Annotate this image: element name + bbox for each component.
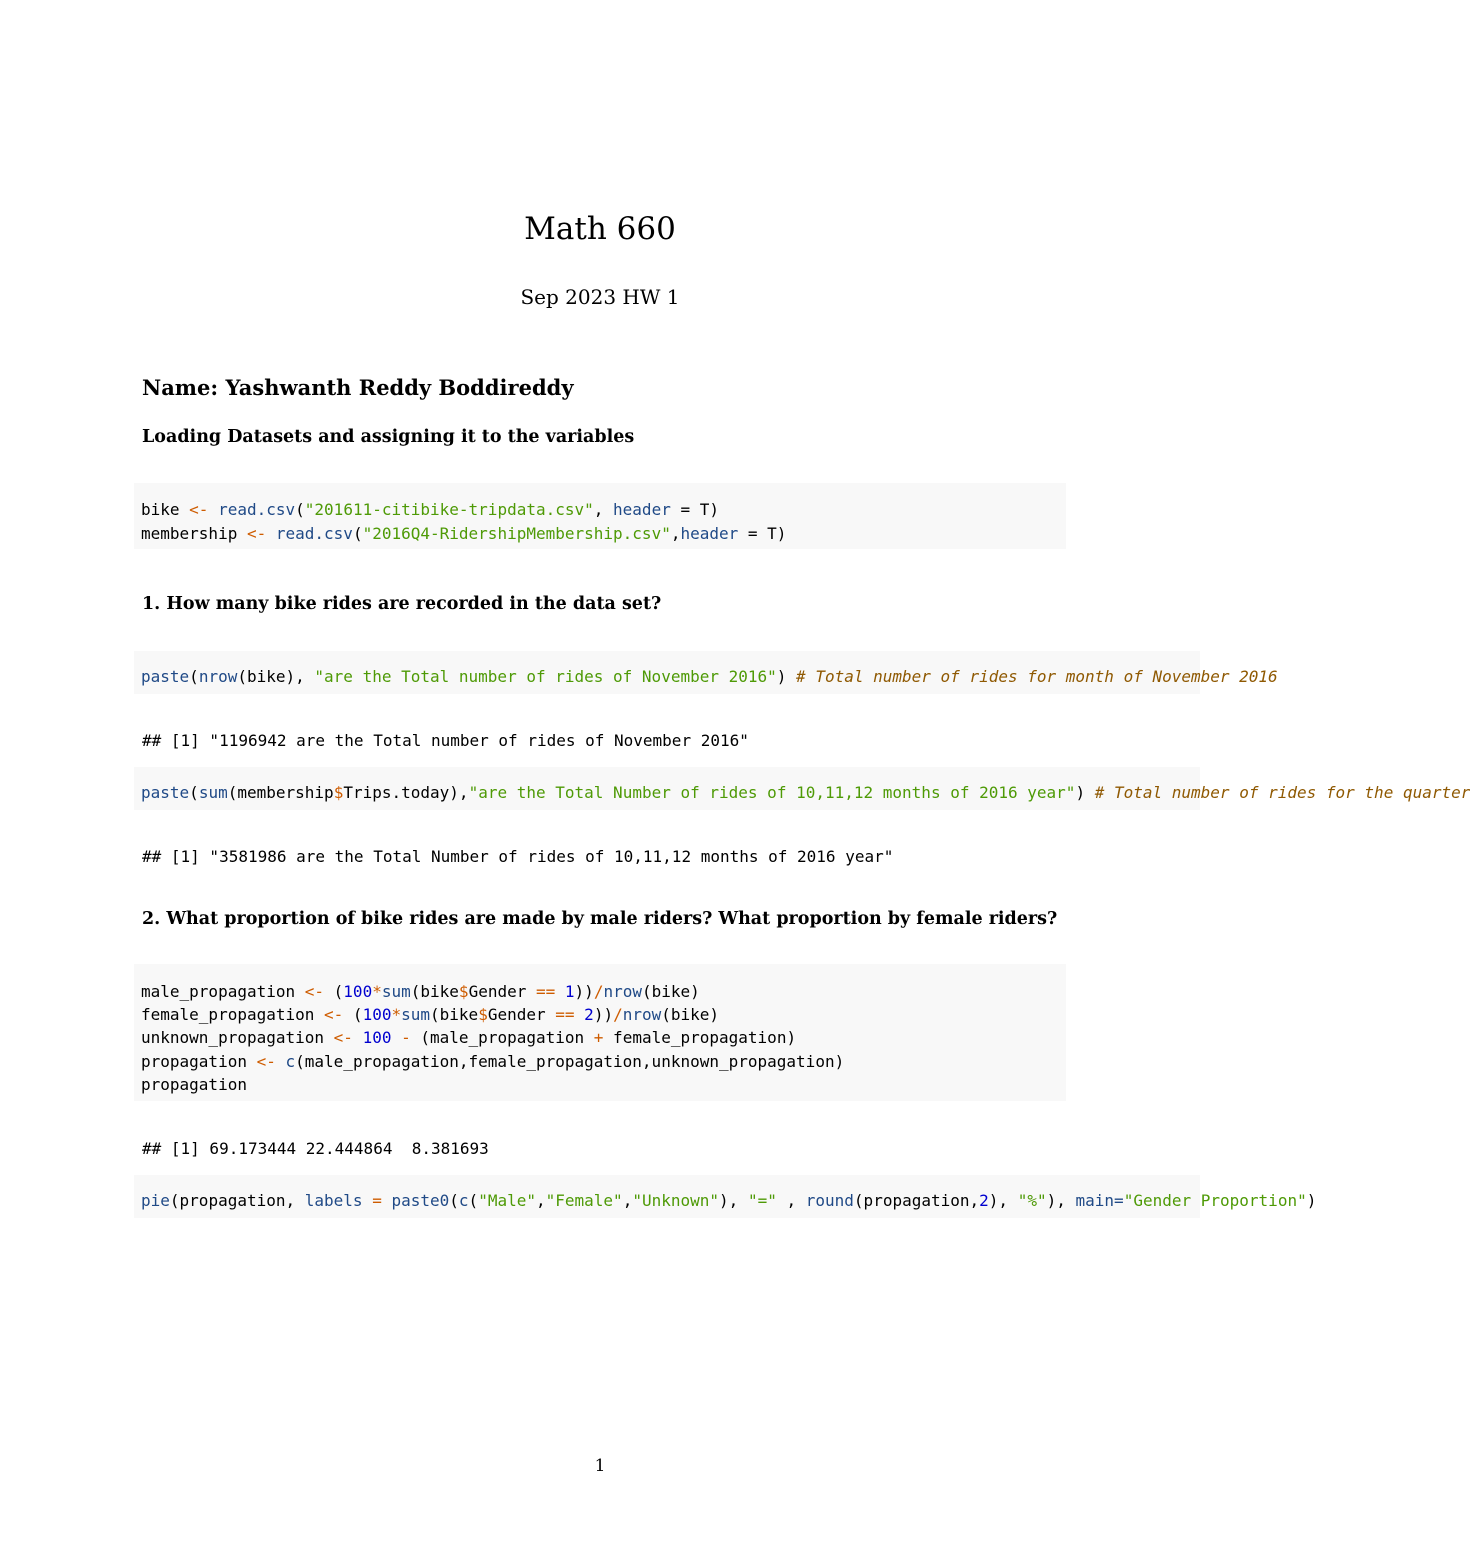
code-line-propagation-vector: propagation <- c(male_propagation,female_propagation,unknown_propagation)	[141, 1052, 845, 1071]
code-chunk-load-data	[134, 483, 1066, 549]
loading-heading: Loading Datasets and assigning it to the variables	[142, 427, 635, 447]
question-2-heading: 2. What proportion of bike rides are made by male riders? What proportion by female riders?	[142, 909, 1058, 929]
question-1-heading: 1. How many bike rides are recorded in the data set?	[142, 594, 662, 614]
code-chunk-proportions	[134, 964, 1066, 1101]
code-line-membership: membership <- read.csv("2016Q4-RidershipMembership.csv",header = T)	[141, 524, 787, 543]
code-line-pie: pie(propagation, labels = paste0(c("Male","Female","Unknown"), "=" , round(propagation,2), "%"), main="Gender Proportion")	[141, 1191, 1317, 1210]
code-line-bike: bike <- read.csv("201611-citibike-tripdata.csv", header = T)	[141, 500, 719, 519]
code-line-paste-nrow: paste(nrow(bike), "are the Total number of rides of November 2016") # Total number of rides for month of November 2016	[141, 667, 1278, 686]
code-line-unknown: unknown_propagation <- 100 - (male_propagation + female_propagation)	[141, 1028, 797, 1047]
code-chunk-total-rides	[134, 651, 1278, 694]
output-total-rides: ## [1] "1196942 are the Total number of rides of November 2016"	[142, 731, 749, 750]
code-chunk-quarter-rides	[134, 767, 1470, 810]
page-number: 1	[594, 1456, 606, 1476]
code-line-female: female_propagation <- (100*sum(bike$Gender == 2))/nrow(bike)	[141, 1005, 720, 1024]
output-proportions: ## [1] 69.173444 22.444864 8.381693	[142, 1139, 489, 1158]
code-chunk-pie	[134, 1175, 1317, 1218]
document-subtitle: Sep 2023 HW 1	[520, 285, 680, 309]
code-line-male: male_propagation <- (100*sum(bike$Gender == 1))/nrow(bike)	[141, 982, 700, 1001]
code-line-paste-sum: paste(sum(membership$Trips.today),"are the Total Number of rides of 10,11,12 months of 2016 year") # Total number of rides for the quarter	[141, 783, 1470, 802]
output-quarter-rides: ## [1] "3581986 are the Total Number of rides of 10,11,12 months of 2016 year"	[142, 847, 894, 866]
document-title: Math 660	[524, 211, 676, 247]
author-name: Name: Yashwanth Reddy Boddireddy	[142, 375, 574, 400]
code-line-propagation: propagation	[141, 1075, 247, 1094]
